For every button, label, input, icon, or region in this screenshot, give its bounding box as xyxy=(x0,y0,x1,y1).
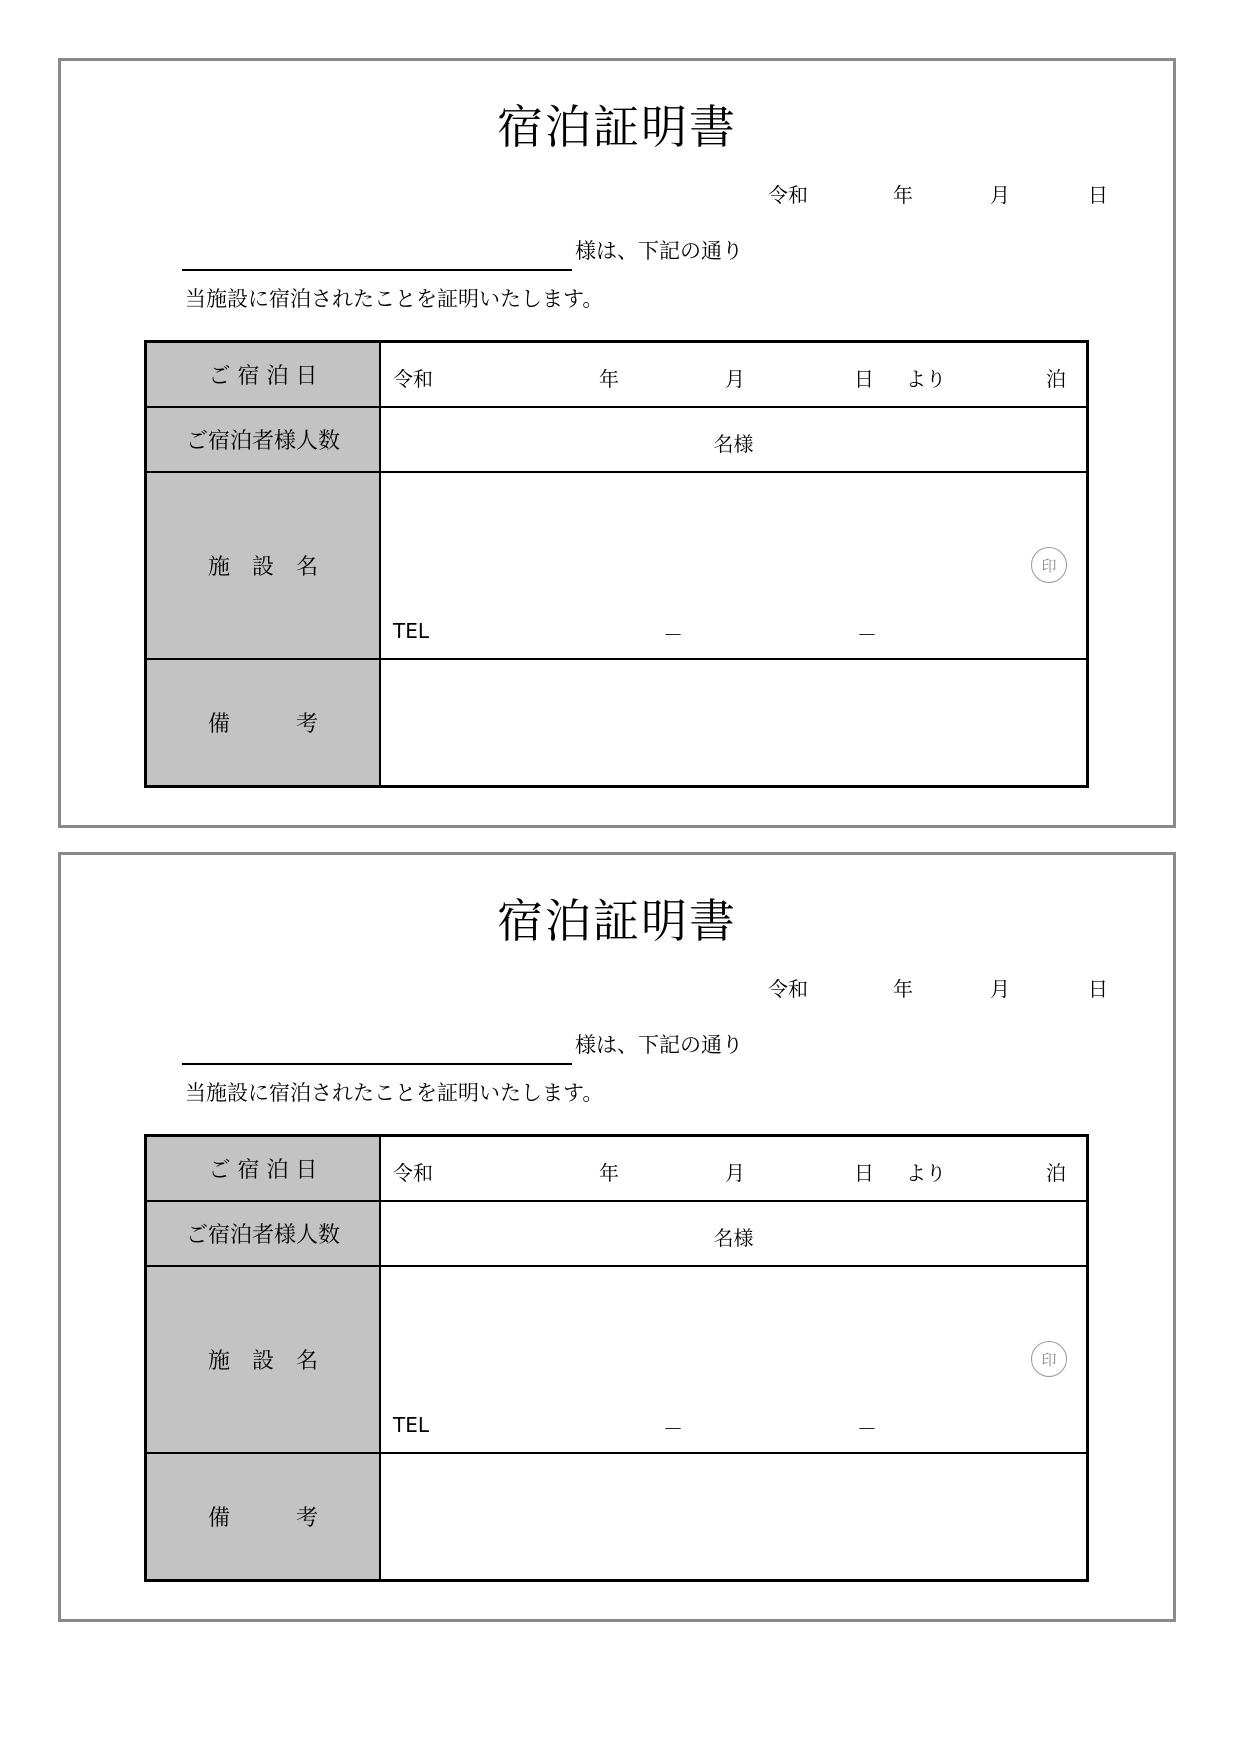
stay-date-row xyxy=(147,343,1086,408)
stay-nights: 泊 xyxy=(1046,1161,1066,1185)
stay-from: より xyxy=(906,1161,946,1185)
stay-year: 年 xyxy=(599,367,619,391)
guest-name-field[interactable] xyxy=(182,269,572,271)
seal-stamp-icon: 印 xyxy=(1031,1341,1067,1377)
stay-nights: 泊 xyxy=(1046,367,1066,391)
guest-count-field[interactable] xyxy=(381,408,1086,471)
tel-dash-2: － xyxy=(857,1417,877,1441)
issue-date-month[interactable]: 月 xyxy=(990,183,1010,207)
remarks-label: 備 考 xyxy=(147,660,381,785)
certificate-title: 宿泊証明書 xyxy=(497,894,737,948)
guest-name-field[interactable] xyxy=(182,1063,572,1065)
issue-date-month[interactable]: 月 xyxy=(990,977,1010,1001)
stay-from: より xyxy=(906,367,946,391)
stay-details-table xyxy=(144,1134,1089,1582)
tel-label: TEL xyxy=(393,1413,429,1437)
tel-dash-2: － xyxy=(857,623,877,647)
facility-field[interactable] xyxy=(381,473,1086,658)
remarks-field[interactable] xyxy=(381,660,1086,785)
guest-count-label: ご宿泊者様人数 xyxy=(147,408,381,471)
stay-era: 令和 xyxy=(393,367,433,391)
certificate-title: 宿泊証明書 xyxy=(497,100,737,154)
issue-date-era: 令和 xyxy=(768,977,808,1001)
stay-details-table xyxy=(144,340,1089,788)
remarks-field[interactable] xyxy=(381,1454,1086,1579)
stay-date-field[interactable] xyxy=(381,1137,1086,1200)
issue-date-year[interactable]: 年 xyxy=(893,183,913,207)
stay-day: 日 xyxy=(854,1161,874,1185)
stay-month: 月 xyxy=(725,1161,745,1185)
stay-year: 年 xyxy=(599,1161,619,1185)
remarks-row xyxy=(147,660,1086,785)
tel-label: TEL xyxy=(393,619,429,643)
guest-count-unit: 名様 xyxy=(713,432,754,456)
guest-name-suffix: 様は、下記の通り xyxy=(575,239,743,263)
stay-month: 月 xyxy=(725,367,745,391)
seal-stamp-icon: 印 xyxy=(1031,547,1067,583)
remarks-row xyxy=(147,1454,1086,1579)
guest-count-field[interactable] xyxy=(381,1202,1086,1265)
issue-date-year[interactable]: 年 xyxy=(893,977,913,1001)
certification-statement: 当施設に宿泊されたことを証明いたします。 xyxy=(185,287,604,311)
issue-date-day[interactable]: 日 xyxy=(1088,977,1108,1001)
facility-label: 施 設 名 xyxy=(147,1267,381,1452)
tel-dash-1: － xyxy=(663,623,683,647)
certification-statement: 当施設に宿泊されたことを証明いたします。 xyxy=(185,1081,604,1105)
stay-day: 日 xyxy=(854,367,874,391)
stay-era: 令和 xyxy=(393,1161,433,1185)
stay-date-field[interactable] xyxy=(381,343,1086,406)
facility-row xyxy=(147,473,1086,660)
guest-count-row xyxy=(147,1202,1086,1267)
guest-name-suffix: 様は、下記の通り xyxy=(575,1033,743,1057)
issue-date-day[interactable]: 日 xyxy=(1088,183,1108,207)
facility-field[interactable] xyxy=(381,1267,1086,1452)
guest-count-label: ご宿泊者様人数 xyxy=(147,1202,381,1265)
certificate-card-1 xyxy=(58,58,1176,828)
guest-count-unit: 名様 xyxy=(713,1226,754,1250)
facility-label: 施 設 名 xyxy=(147,473,381,658)
tel-dash-1: － xyxy=(663,1417,683,1441)
stay-date-row xyxy=(147,1137,1086,1202)
facility-row xyxy=(147,1267,1086,1454)
guest-count-row xyxy=(147,408,1086,473)
issue-date-era: 令和 xyxy=(768,183,808,207)
remarks-label: 備 考 xyxy=(147,1454,381,1579)
certificate-card-2 xyxy=(58,852,1176,1622)
stay-date-label: ご 宿 泊 日 xyxy=(147,1137,381,1200)
stay-date-label: ご 宿 泊 日 xyxy=(147,343,381,406)
